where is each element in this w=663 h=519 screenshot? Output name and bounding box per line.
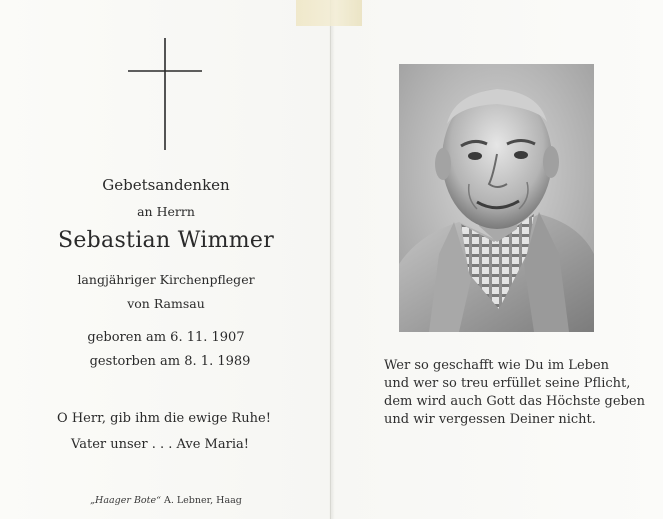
poem-line-4: und wir vergessen Deiner nicht.: [384, 412, 596, 427]
fold-line: [330, 0, 331, 519]
portrait-photo: [399, 64, 594, 332]
cross-icon: [128, 38, 202, 150]
poem-line-2: und wer so treu erfüllet seine Pflicht,: [384, 376, 631, 391]
adhesive-tape: [296, 0, 362, 26]
birth-date: geboren am 6. 11. 1907: [87, 330, 245, 345]
portrait-illustration: [399, 64, 594, 332]
poem-line-1: Wer so geschafft wie Du im Leben: [384, 358, 610, 373]
place-text: von Ramsau: [127, 296, 205, 311]
honorific-text: an Herrn: [137, 204, 195, 219]
memorial-poem: [384, 357, 644, 429]
heading-text: Gebetsandenken: [102, 176, 230, 194]
death-date: gestorben am 8. 1. 1989: [89, 354, 251, 369]
printer-location: A. Lebner, Haag: [163, 495, 242, 506]
printer-imprint: [40, 495, 292, 506]
role-text: langjähriger Kirchenpfleger: [77, 272, 255, 287]
prayer-line-2: Vater unser . . . Ave Maria!: [71, 437, 249, 452]
printer-name: „Haager Bote“: [90, 495, 161, 506]
prayer-line-1: O Herr, gib ihm die ewige Ruhe!: [57, 411, 271, 426]
poem-line-3: dem wird auch Gott das Höchste geben: [384, 394, 645, 409]
deceased-name: Sebastian Wimmer: [57, 228, 275, 253]
